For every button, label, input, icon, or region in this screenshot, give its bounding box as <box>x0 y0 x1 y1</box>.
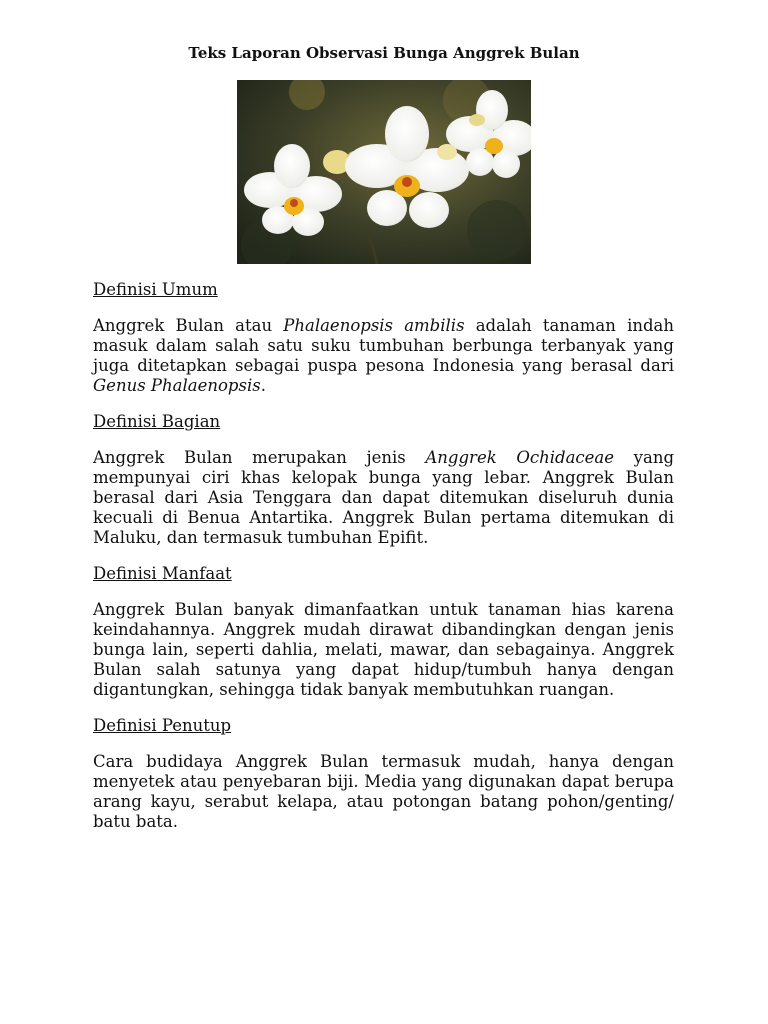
section-heading-manfaat: Definisi Manfaat <box>93 564 232 583</box>
section-heading-umum: Definisi Umum <box>93 280 218 299</box>
section-paragraph-penutup: Cara budidaya Anggrek Bulan termasuk mudah, hanya dengan menyetek atau penyebaran biji. Media yang digunakan dapat berupa arang kayu, serabut kelapa, atau potongan batang pohon/genting/ batu bata. <box>93 752 674 831</box>
section-paragraph-manfaat: Anggrek Bulan banyak dimanfaatkan untuk tanaman hias karena keindahannya. Anggrek mudah dirawat dibandingkan dengan jenis bunga lain, seperti dahlia, melati, mawar, dan sebagainya. Anggrek Bulan salah satunya yang dapat hidup/tumbuh hanya dengan digantungkan, sehingga tidak banyak membutuhkan ruangan. <box>93 600 674 699</box>
italic-term: Genus Phalaenopsis <box>93 376 261 395</box>
section-paragraph-umum <box>93 316 674 396</box>
orchid-photo <box>237 80 531 264</box>
text-run: . <box>260 376 266 395</box>
document-body <box>93 280 674 832</box>
text-run: yang mempunyai ciri khas kelopak bunga yang lebar. Anggrek Bulan berasal dari Asia Tenggara dan dapat ditemukan diseluruh dunia kecuali di Benua Antartika. Anggrek Bulan pertama ditemukan di Maluku, dan termasuk tumbuhan Epifit. <box>93 448 675 547</box>
italic-term: Phalaenopsis ambilis <box>283 316 465 335</box>
section-heading-bagian: Definisi Bagian <box>93 412 221 431</box>
section-paragraph-bagian <box>93 448 674 548</box>
text-run: adalah tanaman indah masuk dalam salah satu suku tumbuhan berbunga terbanyak yang juga ditetapkan sebagai puspa pesona Indonesia yang berasal dari <box>93 316 674 375</box>
text-run: Anggrek Bulan merupakan jenis <box>93 448 426 467</box>
text-run: Anggrek Bulan atau <box>93 316 284 335</box>
section-heading-penutup: Definisi Penutup <box>93 716 232 735</box>
italic-term: Anggrek Ochidaceae <box>425 448 615 467</box>
document-title: Teks Laporan Observasi Bunga Anggrek Bulan <box>188 44 580 62</box>
orchid-photo-icon <box>237 80 531 264</box>
